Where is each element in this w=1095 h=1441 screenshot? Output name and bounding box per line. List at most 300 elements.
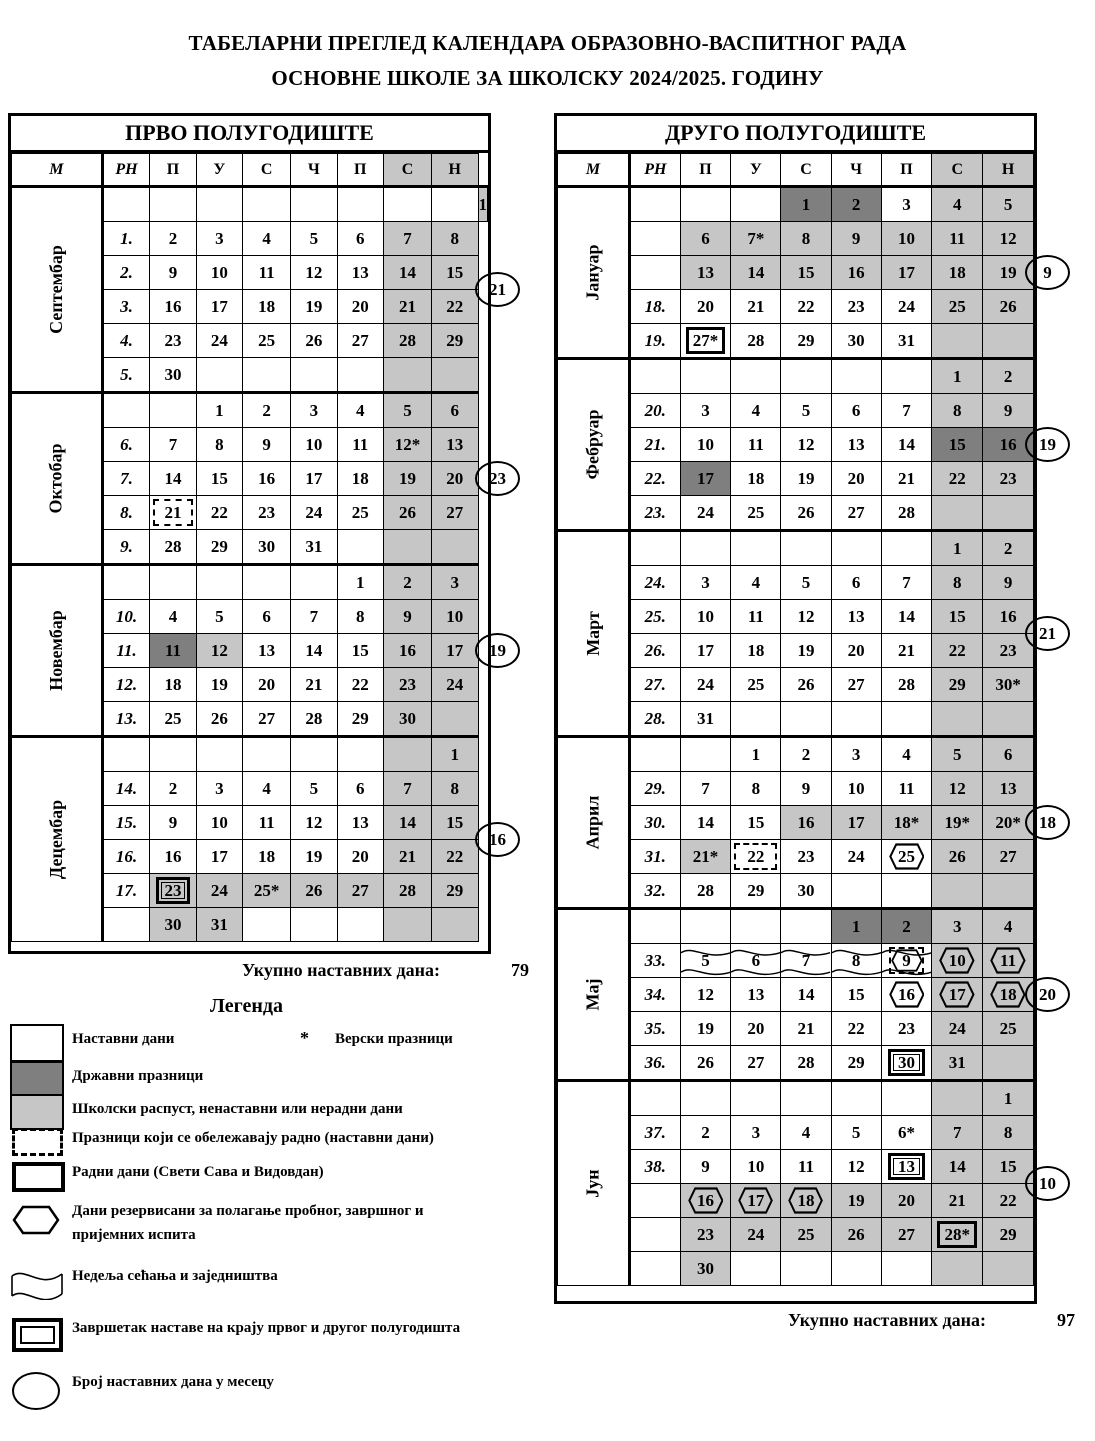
- day-cell: [932, 1012, 983, 1046]
- day-number: 23: [797, 846, 815, 866]
- day-number: 1: [751, 744, 761, 764]
- day-cell: [731, 1046, 781, 1081]
- day-cell: [831, 394, 881, 428]
- week-row: [558, 978, 1034, 1012]
- second-semester-panel: [554, 113, 1037, 1304]
- day-number: 3: [215, 778, 224, 798]
- day-cell: [150, 496, 196, 530]
- day-number: 10: [696, 606, 714, 626]
- week-number: 29.: [630, 772, 681, 806]
- day-number: 7: [801, 950, 811, 970]
- empty-cell: [781, 531, 831, 566]
- star-symbol: *: [300, 1028, 309, 1048]
- teaching-days-count: 16: [475, 822, 520, 857]
- day-cell: [932, 840, 983, 874]
- empty-cell: [831, 531, 881, 566]
- day-cell: [881, 222, 932, 256]
- day-number: 21*: [692, 846, 719, 866]
- day-cell: [680, 1252, 731, 1286]
- day-cell: [337, 840, 383, 874]
- day-number: 3: [751, 1122, 761, 1142]
- week-row: [558, 359, 1034, 394]
- day-number: 28: [747, 330, 765, 350]
- legend-label: Број наставних дана у месецу: [72, 1374, 274, 1390]
- day-number: 21: [898, 468, 915, 488]
- day-number: 27: [446, 502, 464, 522]
- day-number: 16: [164, 846, 182, 866]
- legend-label: Радни дани (Свети Сава и Видовдан): [72, 1164, 324, 1180]
- week-number: 37.: [630, 1116, 681, 1150]
- day-number: 3: [701, 572, 710, 592]
- week-number: 13.: [102, 702, 150, 737]
- circle-icon: [12, 1372, 60, 1410]
- day-cell: [680, 944, 731, 978]
- day-number: 7: [953, 1122, 962, 1142]
- day-number: 30: [164, 914, 182, 934]
- week-number: [630, 256, 681, 290]
- week-number: 7.: [102, 462, 150, 496]
- day-number: 10: [847, 778, 865, 798]
- day-number: 19*: [944, 812, 971, 832]
- day-number: 1: [450, 744, 459, 764]
- empty-cell: [337, 530, 383, 565]
- day-cell: [731, 394, 781, 428]
- double-box-icon: [12, 1318, 63, 1352]
- day-number: 31: [948, 1052, 966, 1072]
- day-number: 19: [210, 674, 228, 694]
- day-cell: [831, 909, 881, 944]
- day-number: 5: [851, 1122, 861, 1142]
- column-header: У: [731, 154, 781, 187]
- day-number: 3: [953, 916, 962, 936]
- day-number: 12: [696, 984, 714, 1004]
- day-number: 25: [258, 330, 276, 350]
- day-cell: [243, 290, 291, 324]
- day-cell: [337, 874, 383, 908]
- empty-cell: [983, 1252, 1034, 1286]
- day-number: 2: [1003, 538, 1013, 558]
- empty-cell: [383, 908, 431, 942]
- day-cell: [291, 668, 337, 702]
- day-number: 30: [258, 536, 276, 556]
- day-cell: [196, 908, 242, 942]
- week-number: [102, 565, 150, 600]
- day-number: 4: [262, 778, 271, 798]
- legend-label: Државни празници: [72, 1068, 204, 1084]
- week-number: 38.: [630, 1150, 681, 1184]
- empty-cell: [680, 531, 731, 566]
- day-number: 11: [352, 434, 369, 454]
- empty-cell: [196, 358, 242, 393]
- day-number: 4: [801, 1122, 811, 1142]
- month-label: Октобар: [45, 443, 66, 514]
- week-row: [558, 806, 1034, 840]
- empty-cell: [932, 1081, 983, 1116]
- day-number: 14: [898, 606, 915, 626]
- day-number: 6: [262, 606, 271, 626]
- day-number: 26: [398, 502, 416, 522]
- day-number: 20: [446, 468, 464, 488]
- day-number: 8: [953, 400, 962, 420]
- day-number: 14: [747, 262, 765, 282]
- month-label: Јун: [582, 1169, 603, 1198]
- day-cell: [680, 222, 731, 256]
- day-cell: [932, 290, 983, 324]
- day-cell: [243, 222, 291, 256]
- day-number: 15: [797, 262, 815, 282]
- empty-cell: [881, 1081, 932, 1116]
- column-header: С: [383, 154, 431, 187]
- day-cell: [831, 1184, 881, 1218]
- day-cell: [680, 1116, 731, 1150]
- day-cell: [731, 978, 781, 1012]
- week-row: [558, 1046, 1034, 1081]
- column-header: П: [150, 154, 196, 187]
- teaching-days-count: 19: [1025, 427, 1070, 462]
- week-number: 24.: [630, 566, 681, 600]
- month-label: Април: [582, 795, 603, 850]
- week-number: [630, 1252, 681, 1286]
- day-number: 13: [446, 434, 464, 454]
- day-cell: [196, 428, 242, 462]
- day-cell: [196, 806, 242, 840]
- column-header: Н: [432, 154, 479, 187]
- day-number: 7: [701, 778, 710, 798]
- day-number: 25: [948, 296, 966, 316]
- day-number: 25*: [253, 880, 280, 900]
- empty-cell: [831, 702, 881, 737]
- day-cell: [680, 668, 731, 702]
- week-number: 30.: [630, 806, 681, 840]
- day-cell: [150, 668, 196, 702]
- week-row: [12, 737, 488, 772]
- empty-cell: [291, 908, 337, 942]
- day-number: 28: [164, 536, 182, 556]
- day-cell: [337, 702, 383, 737]
- empty-cell: [731, 1252, 781, 1286]
- day-number: 15: [446, 812, 464, 832]
- day-number: 9: [403, 606, 412, 626]
- day-cell: [150, 222, 196, 256]
- day-cell: [932, 1150, 983, 1184]
- day-number: 12: [999, 228, 1017, 248]
- day-number: 4: [1003, 916, 1013, 936]
- day-cell: [983, 222, 1034, 256]
- day-cell: [680, 1218, 731, 1252]
- day-number: 8: [801, 228, 811, 248]
- empty-cell: [831, 359, 881, 394]
- day-number: 26: [999, 296, 1017, 316]
- day-number: 8: [953, 572, 962, 592]
- day-cell: [932, 909, 983, 944]
- day-cell: [831, 290, 881, 324]
- day-cell: [881, 634, 932, 668]
- day-cell: [932, 187, 983, 222]
- day-cell: [881, 1218, 932, 1252]
- day-cell: [150, 634, 196, 668]
- week-number: [630, 531, 681, 566]
- day-number: 9: [1003, 400, 1013, 420]
- day-number: 22: [446, 296, 464, 316]
- day-cell: [831, 772, 881, 806]
- day-cell: [932, 944, 983, 978]
- week-number: [102, 737, 150, 772]
- week-row: [558, 909, 1034, 944]
- day-number: 9: [168, 812, 178, 832]
- day-cell: [150, 772, 196, 806]
- day-number: 25: [999, 1018, 1017, 1038]
- day-cell: [680, 1184, 731, 1218]
- day-number: 12: [305, 262, 323, 282]
- day-number: 26: [305, 880, 323, 900]
- day-number: 28: [797, 1052, 815, 1072]
- day-cell: [291, 496, 337, 530]
- total-value-first: 79: [511, 960, 529, 980]
- empty-cell: [831, 1081, 881, 1116]
- day-number: 23: [164, 330, 182, 350]
- week-row: [558, 737, 1034, 772]
- day-number: 22: [351, 674, 369, 694]
- day-cell: [196, 393, 242, 428]
- week-number: 16.: [102, 840, 150, 874]
- day-number: 21: [398, 296, 416, 316]
- empty-cell: [932, 496, 983, 531]
- empty-cell: [932, 874, 983, 909]
- day-number: 28: [898, 674, 915, 694]
- empty-cell: [291, 358, 337, 393]
- day-cell: [337, 772, 383, 806]
- day-number: 3: [701, 400, 710, 420]
- day-number: 21: [898, 640, 915, 660]
- day-number: 7: [168, 434, 178, 454]
- day-number: 27: [898, 1224, 915, 1244]
- day-cell: [291, 702, 337, 737]
- day-cell: [932, 772, 983, 806]
- day-number: 6: [751, 950, 761, 970]
- column-header: Ч: [291, 154, 337, 187]
- week-number: 18.: [630, 290, 681, 324]
- day-cell: [150, 428, 196, 462]
- empty-cell: [781, 1252, 831, 1286]
- day-number: 4: [751, 572, 761, 592]
- column-header: П: [337, 154, 383, 187]
- day-cell: [731, 290, 781, 324]
- week-row: [558, 668, 1034, 702]
- day-number: 23: [696, 1224, 714, 1244]
- day-cell: [831, 1012, 881, 1046]
- day-cell: [831, 600, 881, 634]
- week-number: [630, 1218, 681, 1252]
- day-number: 1: [851, 916, 861, 936]
- week-row: [558, 187, 1034, 222]
- day-cell: [680, 428, 731, 462]
- day-number: 15: [847, 984, 865, 1004]
- day-number: 4: [168, 606, 178, 626]
- day-cell: [831, 668, 881, 702]
- day-cell: [781, 428, 831, 462]
- day-number: 15: [446, 262, 464, 282]
- day-cell: [881, 566, 932, 600]
- day-cell: [383, 290, 431, 324]
- day-number: 30: [696, 1258, 714, 1278]
- empty-cell: [150, 187, 196, 222]
- day-number: 1: [478, 194, 487, 214]
- empty-cell: [680, 909, 731, 944]
- day-number: 16: [258, 468, 276, 488]
- day-cell: [383, 600, 431, 634]
- day-cell: [881, 1150, 932, 1184]
- day-cell: [983, 394, 1034, 428]
- day-cell: [150, 358, 196, 393]
- day-number: 6: [356, 778, 365, 798]
- column-header: М: [558, 154, 630, 187]
- day-cell: [196, 772, 242, 806]
- day-number: 11: [258, 812, 275, 832]
- day-cell: [781, 840, 831, 874]
- empty-cell: [383, 737, 431, 772]
- day-number: 23: [999, 640, 1017, 660]
- column-header: П: [680, 154, 731, 187]
- day-cell: [881, 1046, 932, 1081]
- day-number: 1: [215, 400, 224, 420]
- day-number: 15: [351, 640, 369, 660]
- day-cell: [731, 1150, 781, 1184]
- day-cell: [150, 840, 196, 874]
- day-number: 22: [210, 502, 228, 522]
- day-cell: [881, 840, 932, 874]
- day-number: 9: [262, 434, 271, 454]
- day-number: 22: [747, 846, 765, 866]
- day-number: 13: [898, 1156, 915, 1176]
- day-number: 18: [797, 1190, 815, 1210]
- day-cell: [383, 634, 431, 668]
- day-number: 13: [847, 434, 865, 454]
- day-number: 28*: [944, 1224, 971, 1244]
- day-number: 20: [351, 846, 369, 866]
- day-number: 20: [847, 468, 865, 488]
- day-number: 29: [351, 708, 369, 728]
- empty-cell: [932, 702, 983, 737]
- day-cell: [932, 359, 983, 394]
- week-number: [630, 909, 681, 944]
- day-number: 22: [948, 468, 966, 488]
- teaching-days-count: 19: [475, 633, 520, 668]
- day-cell: [680, 324, 731, 359]
- day-cell: [831, 978, 881, 1012]
- day-cell: [932, 978, 983, 1012]
- day-cell: [731, 806, 781, 840]
- day-cell: [932, 806, 983, 840]
- empty-cell: [680, 1081, 731, 1116]
- day-number: 2: [1003, 366, 1013, 386]
- day-number: 19: [696, 1018, 714, 1038]
- day-number: 16: [999, 606, 1017, 626]
- week-row: [558, 634, 1034, 668]
- day-number: 24: [696, 502, 714, 522]
- day-cell: [881, 772, 932, 806]
- week-number: 19.: [630, 324, 681, 359]
- week-number: 33.: [630, 944, 681, 978]
- week-number: [630, 737, 681, 772]
- day-number: 10: [898, 228, 915, 248]
- day-cell: [983, 1012, 1034, 1046]
- week-row: [558, 772, 1034, 806]
- day-number: 17: [446, 640, 464, 660]
- day-cell: [781, 944, 831, 978]
- column-header: П: [881, 154, 932, 187]
- week-row: [558, 1081, 1034, 1116]
- day-cell: [932, 737, 983, 772]
- day-cell: [983, 944, 1034, 978]
- empty-cell: [781, 909, 831, 944]
- day-cell: [932, 462, 983, 496]
- day-number: 6: [1003, 744, 1013, 764]
- gray-box-icon: [10, 1094, 64, 1130]
- day-cell: [291, 256, 337, 290]
- day-cell: [291, 290, 337, 324]
- day-cell: [432, 496, 479, 530]
- day-number: 12: [797, 434, 815, 454]
- day-cell: [831, 1150, 881, 1184]
- column-header: РН: [630, 154, 681, 187]
- week-number: 12.: [102, 668, 150, 702]
- week-number: [630, 1184, 681, 1218]
- day-number: 16: [797, 812, 815, 832]
- month-label: Децембар: [45, 799, 66, 880]
- day-cell: [983, 772, 1034, 806]
- week-row: [558, 566, 1034, 600]
- day-cell: [680, 772, 731, 806]
- day-number: 21: [797, 1018, 815, 1038]
- week-number: 15.: [102, 806, 150, 840]
- day-cell: [291, 874, 337, 908]
- day-number: 29: [948, 674, 966, 694]
- day-number: 11: [258, 262, 275, 282]
- empty-cell: [731, 702, 781, 737]
- day-number: 16: [847, 262, 865, 282]
- day-number: 4: [953, 194, 962, 214]
- day-cell: [881, 978, 932, 1012]
- page-title-line2: ОСНОВНЕ ШКОЛЕ ЗА ШКОЛСКУ 2024/2025. ГОДИНУ: [271, 66, 824, 90]
- day-number: 18: [999, 984, 1017, 1004]
- column-header: РН: [102, 154, 150, 187]
- day-cell: [831, 222, 881, 256]
- day-cell: [881, 1184, 932, 1218]
- day-number: 23: [164, 880, 182, 900]
- dark-box-icon: [10, 1061, 64, 1097]
- teaching-days-count: 9: [1025, 255, 1070, 290]
- day-number: 19: [797, 468, 815, 488]
- week-number: 10.: [102, 600, 150, 634]
- day-number: 26: [305, 330, 323, 350]
- day-cell: [881, 944, 932, 978]
- day-cell: [196, 256, 242, 290]
- day-number: 17: [210, 846, 228, 866]
- total-value-second: 97: [1057, 1310, 1075, 1330]
- empty-cell: [432, 908, 479, 942]
- day-number: 2: [701, 1122, 710, 1142]
- day-number: 4: [902, 744, 911, 764]
- empty-cell: [781, 359, 831, 394]
- day-cell: [983, 187, 1034, 222]
- week-number: 34.: [630, 978, 681, 1012]
- day-number: 6: [356, 228, 365, 248]
- legend-label: Наставни дани: [72, 1031, 175, 1047]
- day-number: 8: [751, 778, 761, 798]
- day-cell: [781, 1116, 831, 1150]
- day-number: 19: [305, 846, 323, 866]
- day-number: 15: [948, 434, 966, 454]
